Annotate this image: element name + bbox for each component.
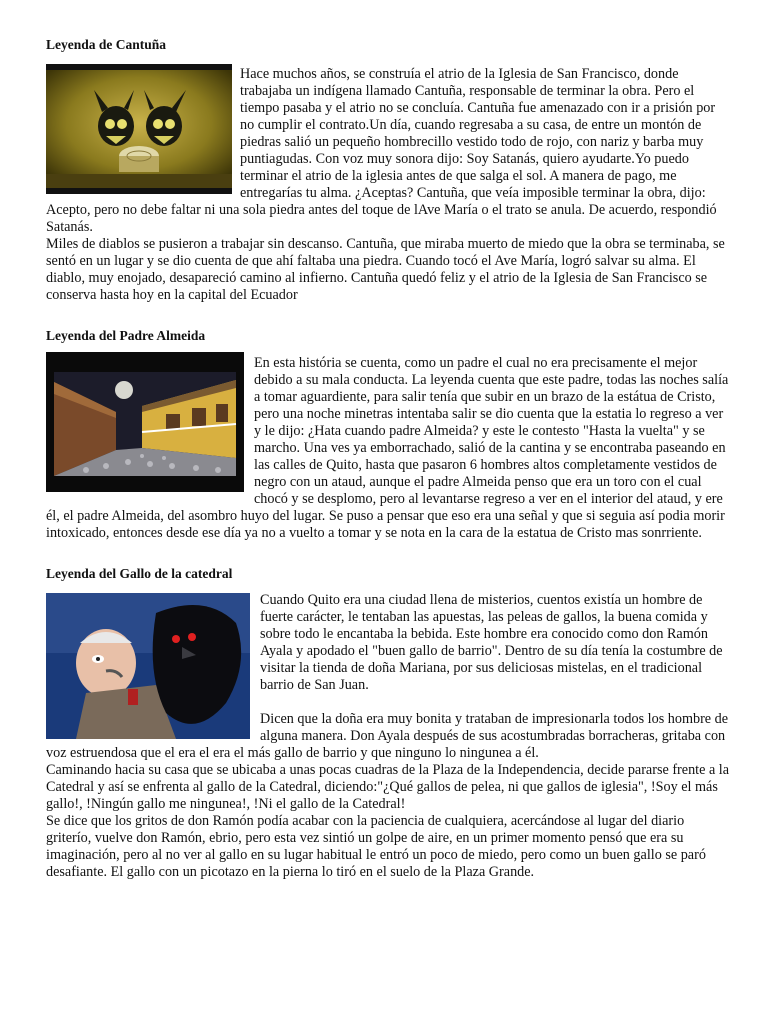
legend-title: Leyenda de Cantuña — [46, 37, 167, 52]
legend-gallo-catedral — [46, 542, 730, 881]
legend-paragraph: Dicen que la doña era muy bonita y trataban de impresionarla todos los hombre de alguna manera. Don Ayala después de sus acostumbradas borracheras, gritaba con voz estruendosa que el era el era el más gallo de barrio y que ninguno lo ningunea a él. — [46, 711, 729, 761]
gallo-illustration — [46, 593, 250, 739]
legend-padre-almeida — [46, 304, 730, 542]
document-page — [46, 0, 730, 881]
devils-image — [46, 64, 232, 194]
legend-paragraph: Miles de diablos se pusieron a trabajar sin descanso. Cantuña, que miraba muerto de miedo que la obra se terminaba, se sentó en un lugar y se dio cuenta de que ahí faltaba una piedra. Cuando tocó el Ave María, logró salvar su alma. El diablo, muy enojado, desapareció camino al infierno. Cantuña quedó feliz y el atrio de la Iglesia de San Francisco se conserva hasta hoy en la capital del Ecuador — [46, 236, 725, 303]
legend-title: Leyenda del Gallo de la catedral — [46, 566, 233, 581]
street-image — [46, 352, 244, 492]
rooster-image — [46, 593, 250, 739]
cantuna-illustration — [46, 64, 232, 194]
legend-title: Leyenda del Padre Almeida — [46, 328, 206, 343]
legend-cantuna — [46, 0, 730, 304]
legend-paragraph: Caminando hacia su casa que se ubicaba a unas pocas cuadras de la Plaza de la Independencia, decide pararse frente a la Catedral y así se enfrenta al gallo de la Catedral, diciendo:"¿Qué gallos de pelea, ni que gallos de iglesia", !Soy el más gallo!, !Ningún gallo me ningunea!, !Ni el gallo de la Catedral! — [46, 762, 730, 812]
legend-paragraph: Cuando Quito era una ciudad llena de misterios, cuentos existía un hombre de fuerte carácter, le tentaban las apuestas, las peleas de gallos, la buena comida y sobre todo le encantaba la bebida. Este hombre era conocido como don Ramón Ayala y apodado el "buen gallo de barrio". Dentro de su día tenía la costumbre de visitar la tienda de doña Mariana, por sus deliciosas mistelas, en el tradicional barrio de San Juan. — [260, 592, 723, 693]
legend-paragraph: Se dice que los gritos de don Ramón podía acabar con la paciencia de cualquiera, acercándose al lugar del diario griterío, vuelve don Ramón, ebrio, pero esta vez sintió un golpe de aire, en un primer momento pensó que era su imaginación, pero al no ver al gallo en su lugar habitual le entró un poco de miedo, pero como un buen gallo se paró desafiante. El gallo con un picotazo en la pierna lo tiró en el suelo de la Plaza Grande. — [46, 813, 706, 880]
legend-paragraph: Hace muchos años, se construía el atrio de la Iglesia de San Francisco, donde trabajaba un indígena llamado Cantuña, responsable de terminar la obra. Pero el tiempo pasaba y el atrio no se concluía. Cantuña fue amenazado con ir a prisión por no cumplir el contrato.Un día, cuando regresaba a su casa, de entre un montón de piedras salió un pequeño hombrecillo vestido todo de rojo, con nariz y barba muy puntiagudas. Con voz muy sonora dijo: Soy Satanás, quiero ayudarte.Yo puedo terminar el atrio de la iglesia antes de que salga el sol. A manera de pago, me entregarías tu alma. ¿Aceptas? Cantuña, que veía imposible terminar la obra, dijo: Acepto, pero no debe faltar ni una sola piedra antes del toque de lAve María o el trato se anula. De acuerdo, respondió Satanás. — [46, 66, 717, 235]
almeida-illustration — [46, 352, 244, 492]
legend-paragraph: En esta história se cuenta, como un padre el cual no era precisamente el mejor debido a su mala conducta. La leyenda cuenta que este padre, todas las noches salía a tomar aguardiente, para salir tenía que subir en un brazo de la estátua de Cristo, pero una noche minetras intentaba salir se dio cuenta que la estatia lo regreso a ver y le dijo: ¿Hata cuando padre Almeida? y este le contesto "Hasta la vuelta" y se marcho. Una ves ya emborrachado, salió de la cantina y se encontraba paseando en las calles de Quito, hasta que pasaron 6 hombres altos completamente vestidos de negro con un ataud, aunque el padre Almeida penso que era un toro con el cual chocó y se desplomo, pero al levantarse regreso a ver en el interior del ataud, y ere él, el padre Almeida, del asombro huyo del lugar. Se puso a pensar que eso era una señal y que si seguia así podia morir intoxicado, entonces desde ese día ya no a vuelto a tomar y se nota en la cara de la estatua de Cristo mas sonrriente. — [46, 355, 729, 541]
